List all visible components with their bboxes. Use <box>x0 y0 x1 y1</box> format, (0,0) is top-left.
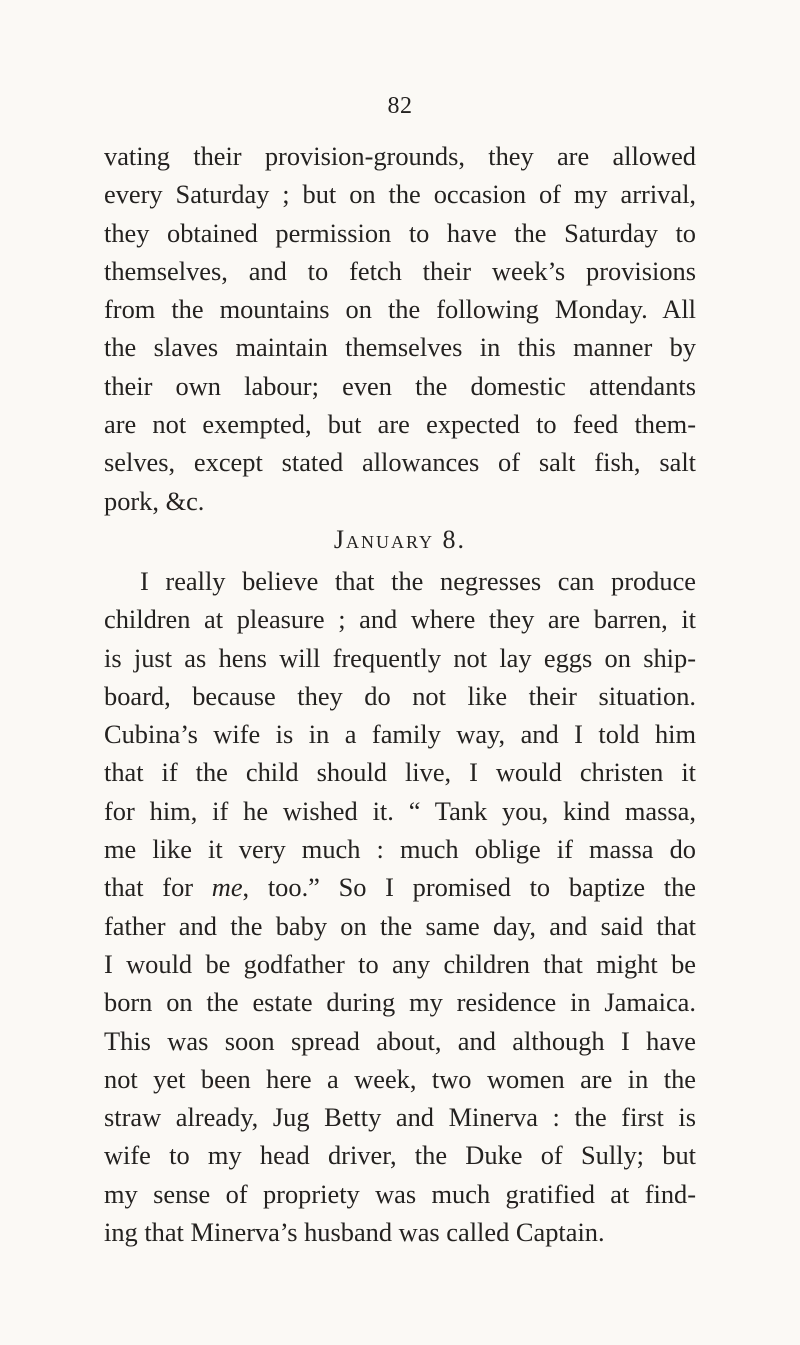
text-segment: that for <box>104 872 212 903</box>
text-segment: , too.” So I promised to baptize the <box>242 872 696 903</box>
text-line: their own labour; even the domestic attendants <box>104 370 696 401</box>
paragraph-continued <box>104 137 696 520</box>
text-line: me like it very much : much oblige if massa do <box>104 834 696 865</box>
text-line: are not exempted, but are expected to feed them- <box>104 409 696 440</box>
text-line: Cubina’s wife is in a family way, and I told him <box>104 719 696 750</box>
text-line: themselves, and to fetch their week’s provisions <box>104 255 696 286</box>
text-line: not yet been here a week, two women are in the <box>104 1063 696 1094</box>
text-line-with-italic <box>104 868 696 906</box>
text-line: selves, except stated allowances of salt fish, salt <box>104 447 696 478</box>
text-line: every Saturday ; but on the occasion of my arrival, <box>104 179 696 210</box>
italic-word: me <box>211 872 243 903</box>
text-line: that if the child should live, I would christen it <box>104 757 696 788</box>
text-line: born on the estate during my residence in Jamaica. <box>104 987 696 1018</box>
text-line: straw already, Jug Betty and Minerva : the first is <box>104 1102 696 1133</box>
text-line: for him, if he wished it. “ Tank you, kind massa, <box>104 795 696 826</box>
text-line: they obtained permission to have the Saturday to <box>104 217 696 248</box>
text-line: the slaves maintain themselves in this manner by <box>104 332 696 363</box>
text-line: pork, &c. <box>104 485 205 516</box>
text-line: vating their provision-grounds, they are allowed <box>104 141 696 171</box>
paragraph-entry <box>104 562 696 1251</box>
text-line: This was soon spread about, and although I have <box>104 1025 696 1056</box>
text-line: father and the baby on the same day, and said that <box>104 910 696 941</box>
text-line: I really believe that the negresses can produce <box>140 566 696 596</box>
page-number: 82 <box>387 93 413 119</box>
date-heading: January 8. <box>333 525 467 554</box>
text-line: from the mountains on the following Monday. All <box>104 294 696 325</box>
text-line: I would be godfather to any children that might be <box>104 948 696 979</box>
text-line: wife to my head driver, the Duke of Sully; but <box>104 1140 696 1171</box>
text-line: is just as hens will frequently not lay eggs on ship- <box>104 642 696 673</box>
text-line: ing that Minerva’s husband was called Captain. <box>104 1217 605 1248</box>
text-line: board, because they do not like their situation. <box>104 680 696 711</box>
text-line: my sense of propriety was much gratified at find- <box>104 1178 696 1209</box>
text-line: children at pleasure ; and where they are barren, it <box>104 604 696 635</box>
